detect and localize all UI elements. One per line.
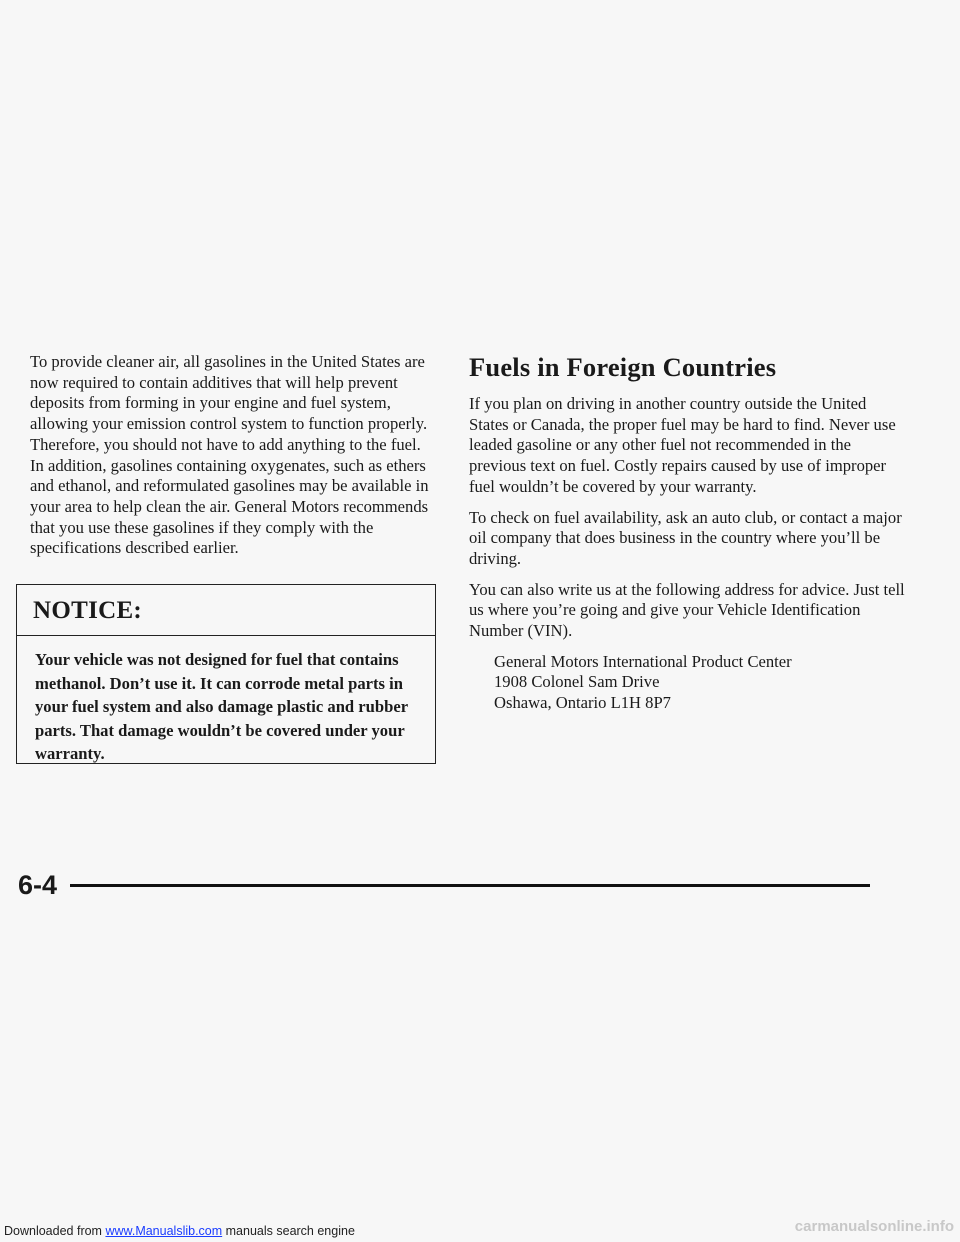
body-paragraph: To check on fuel availability, ask an auto club, or contact a major oil company that does business in the country where you’ll be driving. (469, 507, 902, 568)
footer-prefix: Downloaded from (4, 1224, 106, 1238)
address-line: General Motors International Product Center (494, 651, 792, 671)
left-column (30, 352, 438, 559)
manualslib-link[interactable]: www.Manualslib.com (105, 1224, 223, 1238)
right-column (469, 352, 909, 714)
page-rule-divider (70, 884, 870, 887)
body-paragraph: To provide cleaner air, all gasolines in the United States are now required to contain additives that will help prevent deposits from forming in your engine and fuel system, allowing your emission control system to function properly. Therefore, you should not have to add anything to the fuel. In addition, gasolines containing oxygenates, such as ethers and ethanol, and reformulated gasolines may be available in your area to help clean the air. General Motors recommends that you use these gasolines if they comply with the specifications described earlier. (30, 352, 429, 558)
section-heading: Fuels in Foreign Countries (469, 352, 777, 382)
watermark-logo: carmanualsonline.info (794, 1218, 954, 1235)
notice-text: Your vehicle was not designed for fuel that contains methanol. Don’t use it. It can corrode metal parts in your fuel system and also damage plastic and rubber parts. That damage wouldn’t be covered under your warranty. (35, 650, 408, 763)
body-paragraph: You can also write us at the following address for advice. Just tell us where you’re going and give your Vehicle Identification Number (VIN). (469, 579, 905, 641)
download-footer (4, 1224, 355, 1238)
footer-suffix: manuals search engine (222, 1224, 355, 1238)
body-paragraph: If you plan on driving in another country outside the United States or Canada, the proper fuel may be hard to find. Never use leaded gasoline or any other fuel not recommended in the previous text on fuel. Costly repairs caused by use of improper fuel wouldn’t be covered by your warranty. (469, 394, 896, 496)
address-block (494, 652, 909, 714)
address-line: 1908 Colonel Sam Drive (494, 672, 660, 692)
notice-title: NOTICE: (17, 585, 435, 636)
page-number: 6-4 (18, 870, 58, 900)
notice-box (16, 584, 436, 764)
address-line: Oshawa, Ontario L1H 8P7 (494, 693, 671, 713)
